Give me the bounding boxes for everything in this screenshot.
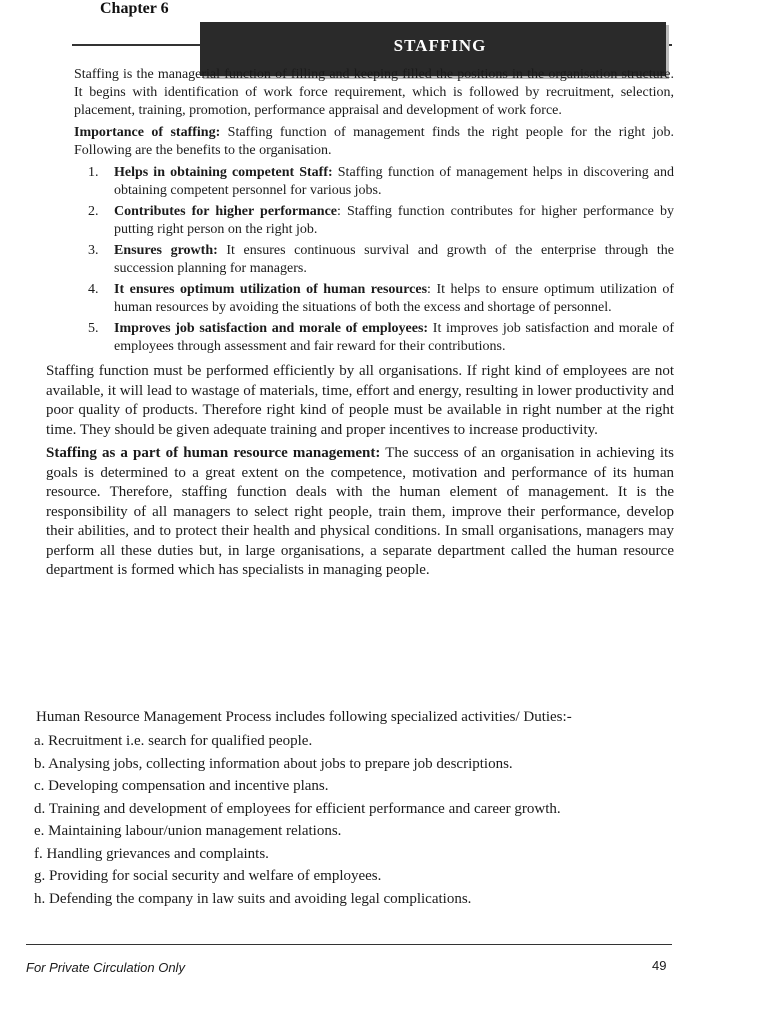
list-item-text: : It helps to ensure optimum utilization of human resources by avoiding the situations of both the excess and shortage of personnel. [114, 282, 674, 315]
list-item: c. Developing compensation and incentive plans. [34, 778, 329, 794]
list-item-number: 5. [88, 321, 99, 336]
chapter-label: Chapter 6 [100, 0, 169, 17]
hrm-paragraph [46, 444, 674, 581]
list-item-title: Contributes for higher performance [114, 204, 338, 219]
main-content [46, 66, 675, 581]
list-item-title: Helps in obtaining competent Staff: [114, 165, 333, 180]
hrm-heading: Staffing as a part of human resource management: [46, 445, 381, 461]
process-intro: Human Resource Management Process includes following specialized activities/ Duties:- [36, 709, 572, 725]
list-item [74, 281, 674, 317]
list-item: b. Analysing jobs, collecting information about jobs to prepare job descriptions. [34, 755, 513, 772]
benefits-list [74, 164, 674, 356]
list-item-number: 3. [88, 243, 99, 258]
list-item: d. Training and development of employees for efficient performance and career growth. [34, 800, 561, 817]
list-item [74, 164, 674, 200]
list-item [74, 203, 674, 239]
list-item: h. Defending the company in law suits and avoiding legal complications. [34, 890, 472, 907]
list-item-text: It ensures continuous survival and growth of the enterprise through the succession planning for managers. [114, 243, 675, 276]
intro-paragraph: Staffing is the managerial function of filling and keeping filled the positions in the organisation structure. It begins with identification of work force requirement, which is followed by recruitment, selection, placement, training, promotion, performance appraisal and development of work force. [74, 67, 674, 118]
list-item [74, 242, 674, 278]
list-item-text: Staffing function of management helps in discovering and obtaining competent personnel for various jobs. [114, 165, 675, 198]
footer-rule [26, 944, 672, 945]
list-item-text: It improves job satisfaction and morale of employees through assessment and fair reward for their contributions. [114, 321, 674, 354]
importance-heading: Importance of staffing: [74, 125, 221, 140]
list-item-title: Ensures growth: [114, 243, 218, 258]
hrm-text: The success of an organisation in achieving its goals is determined to a great extent on the competence, motivation and performance of its human resource. Therefore, staffing function deals with the human element of management. It is the responsibility of all managers to select right people, train them, improve their performance, develop their abilities, and to protect their health and physical conditions. In small organisations, managers may perform all these duties but, in large organisations, a separate department called the human resource department is formed which has specialists in managing people. [46, 445, 674, 578]
list-item-number: 1. [88, 165, 99, 180]
footer-note: For Private Circulation Only [26, 960, 185, 975]
list-item: g. Providing for social security and welfare of employees. [34, 868, 382, 884]
list-item-number: 4. [88, 282, 99, 297]
page-number: 49 [652, 958, 667, 973]
list-item: f. Handling grievances and complaints. [34, 845, 269, 862]
page-title: STAFFING [393, 36, 487, 55]
importance-paragraph [74, 124, 674, 160]
list-item: e. Maintaining labour/union management relations. [34, 823, 342, 839]
list-item: a. Recruitment i.e. search for qualified people. [34, 733, 313, 749]
list-item-title: Improves job satisfaction and morale of employees: [114, 321, 429, 336]
duties-list [34, 730, 674, 910]
list-item-number: 2. [88, 204, 99, 219]
list-item-text: : Staffing function contributes for higher performance by putting right person on the right job. [114, 204, 674, 237]
efficiency-paragraph: Staffing function must be performed efficiently by all organisations. If right kind of employees are not available, it will lead to wastage of materials, time, effort and energy, resulting in lower productivity and poor quality of products. Therefore right kind of people must be available in right number at the right time. They should be given adequate training and proper incentives to increase productivity. [46, 363, 674, 438]
importance-text: Staffing function of management finds the right people for the right job. Following are the benefits to the organisation. [74, 125, 675, 158]
list-item-title: It ensures optimum utilization of human resources [114, 282, 428, 297]
list-item [74, 320, 674, 356]
